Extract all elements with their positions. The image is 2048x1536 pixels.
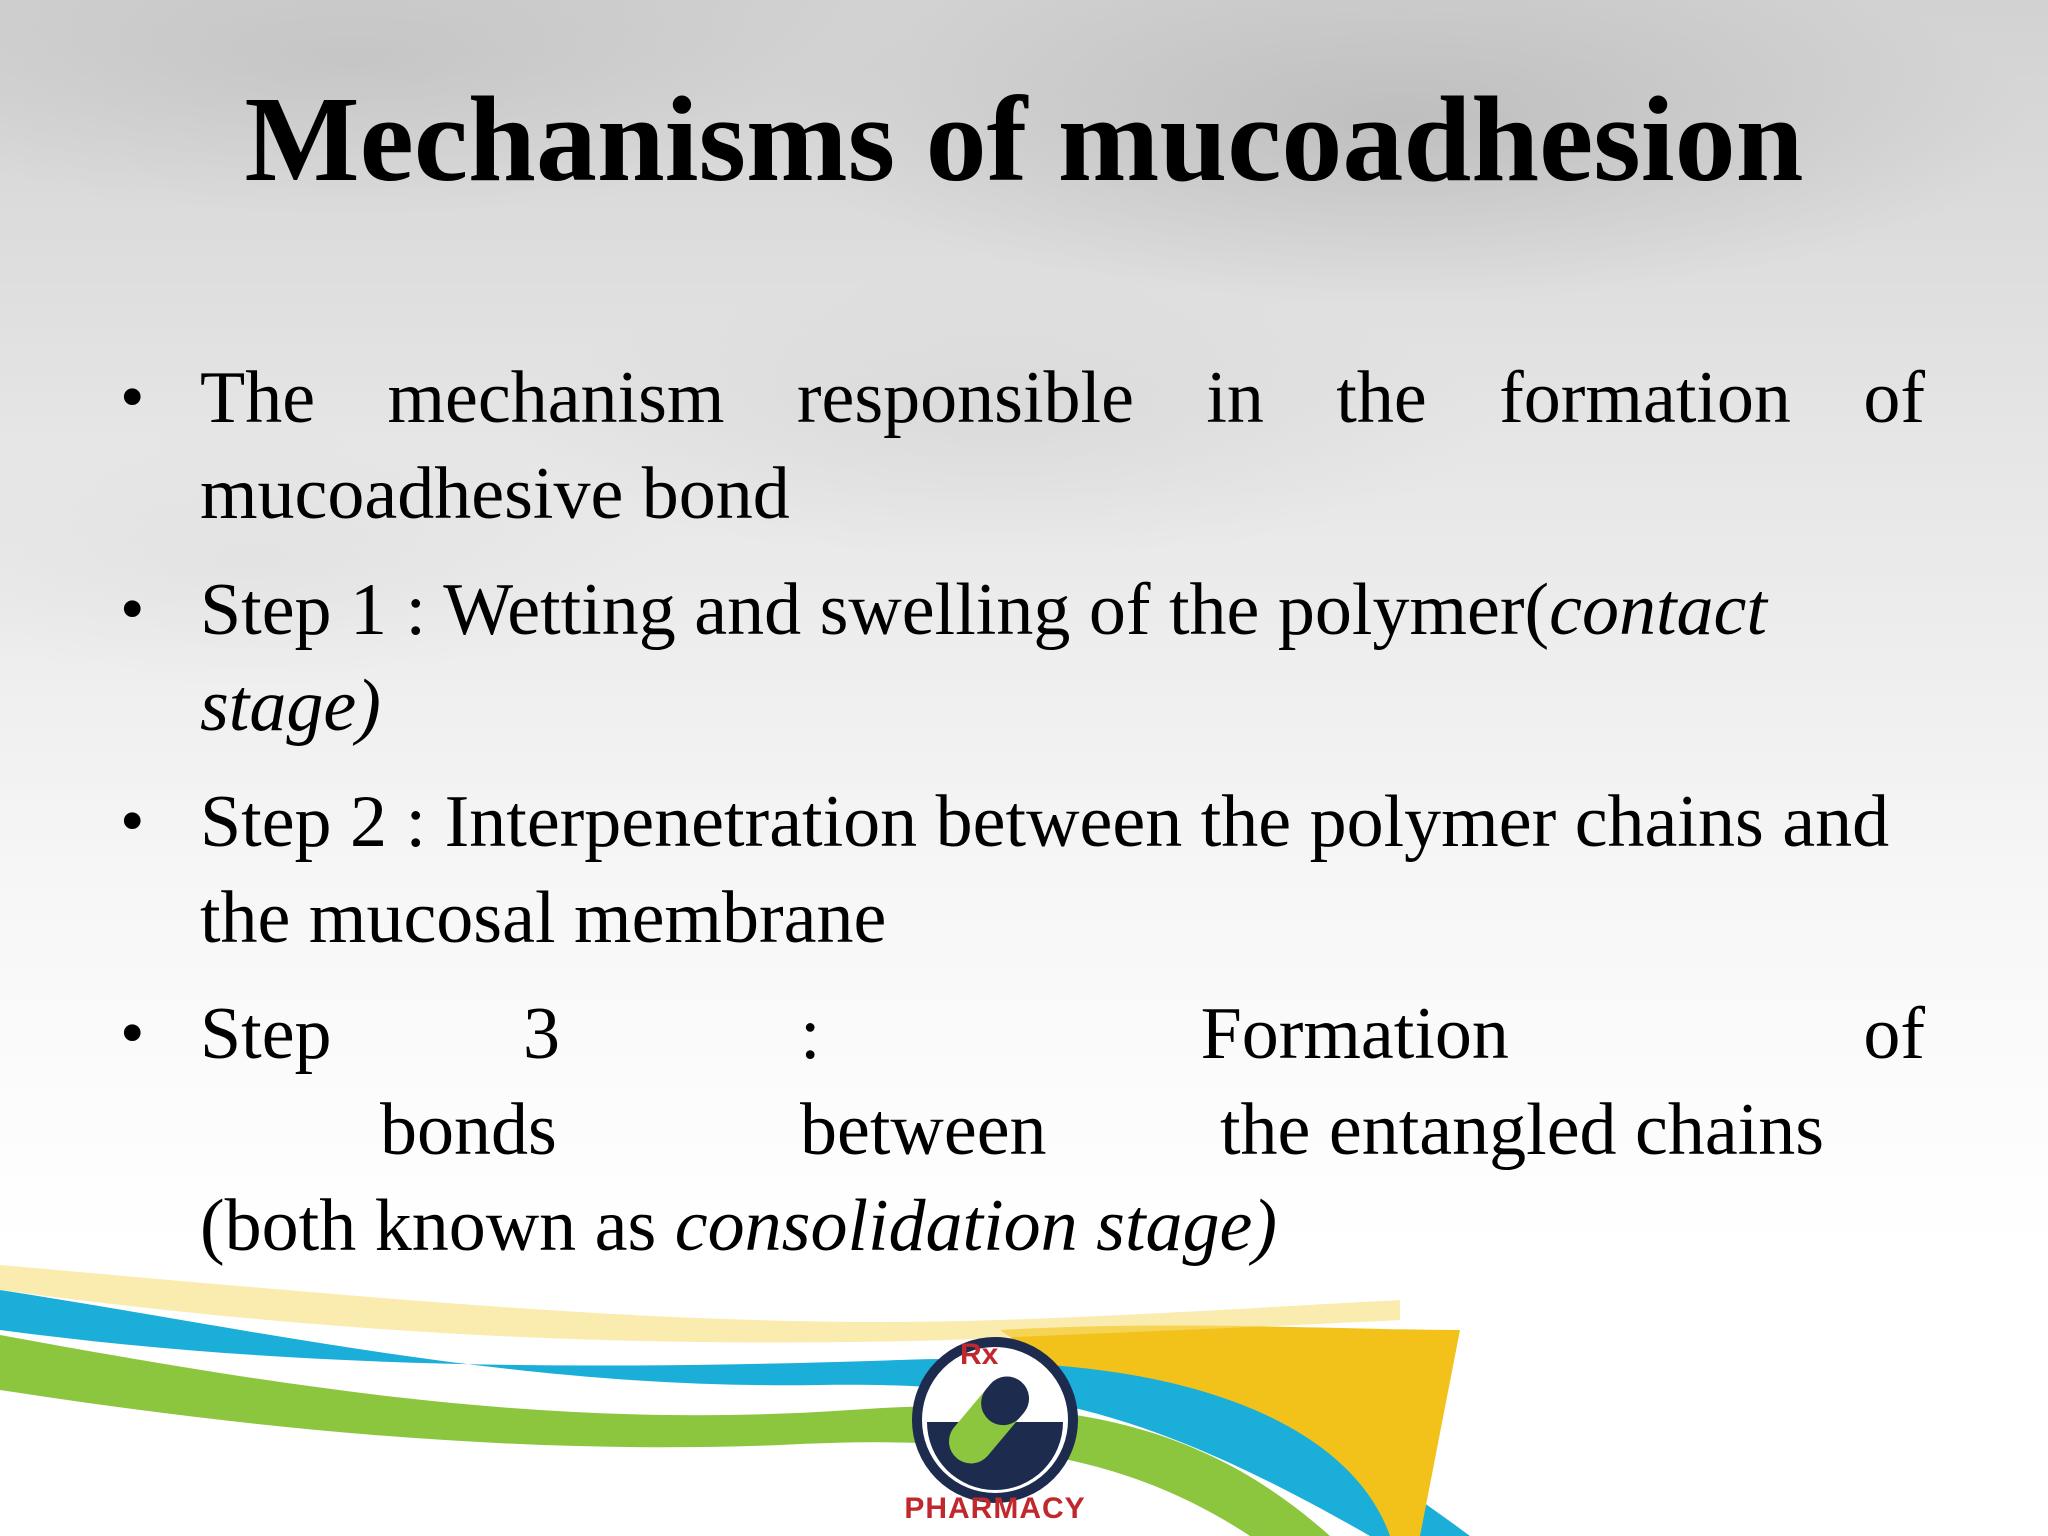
step3-line-2 <box>200 1082 1925 1178</box>
bullet-dot: • <box>120 783 145 860</box>
bullet-dot: • <box>120 359 145 436</box>
logo-label: PHARMACY <box>904 1492 1086 1525</box>
bullet-text-italic: consolidation stage) <box>674 1185 1278 1267</box>
bullet-item-1 <box>120 350 1925 542</box>
bullet-item-3 <box>120 774 1925 966</box>
bullet-text: Step 2 : Interpenetration between the polymer chains and the mucosal membrane <box>200 781 1890 959</box>
bullet-dot: • <box>120 571 145 648</box>
step3-word-step: Step <box>200 993 332 1075</box>
slide-title: Mechanisms of mucoadhesion <box>244 72 1804 207</box>
step3-word-between: between <box>800 1089 1047 1171</box>
bullet-dot: • <box>120 995 145 1072</box>
step3-line-1 <box>200 986 1925 1082</box>
bullet-list <box>120 350 1925 1294</box>
step3-word-of: of <box>1863 993 1925 1075</box>
step3-number: 3 <box>523 993 560 1075</box>
step3-word-formation: Formation <box>1200 993 1509 1075</box>
bullet-text: The mechanism responsible in the formation of mucoadhesive bond <box>200 357 1925 535</box>
bullet-text: (both known as <box>200 1185 675 1267</box>
bullet-item-4 <box>120 986 1925 1274</box>
bullet-text-italic: contact stage) <box>200 569 1767 747</box>
step3-word-bonds: bonds <box>380 1089 557 1171</box>
bullet-item-2 <box>120 562 1925 754</box>
rx-mark: Rx <box>960 1338 999 1371</box>
step3-entangled-chains: the entangled chains <box>1220 1089 1825 1171</box>
bullet-text: Step 1 : Wetting and swelling of the polymer( <box>200 569 1550 651</box>
step3-colon: : <box>800 993 821 1075</box>
